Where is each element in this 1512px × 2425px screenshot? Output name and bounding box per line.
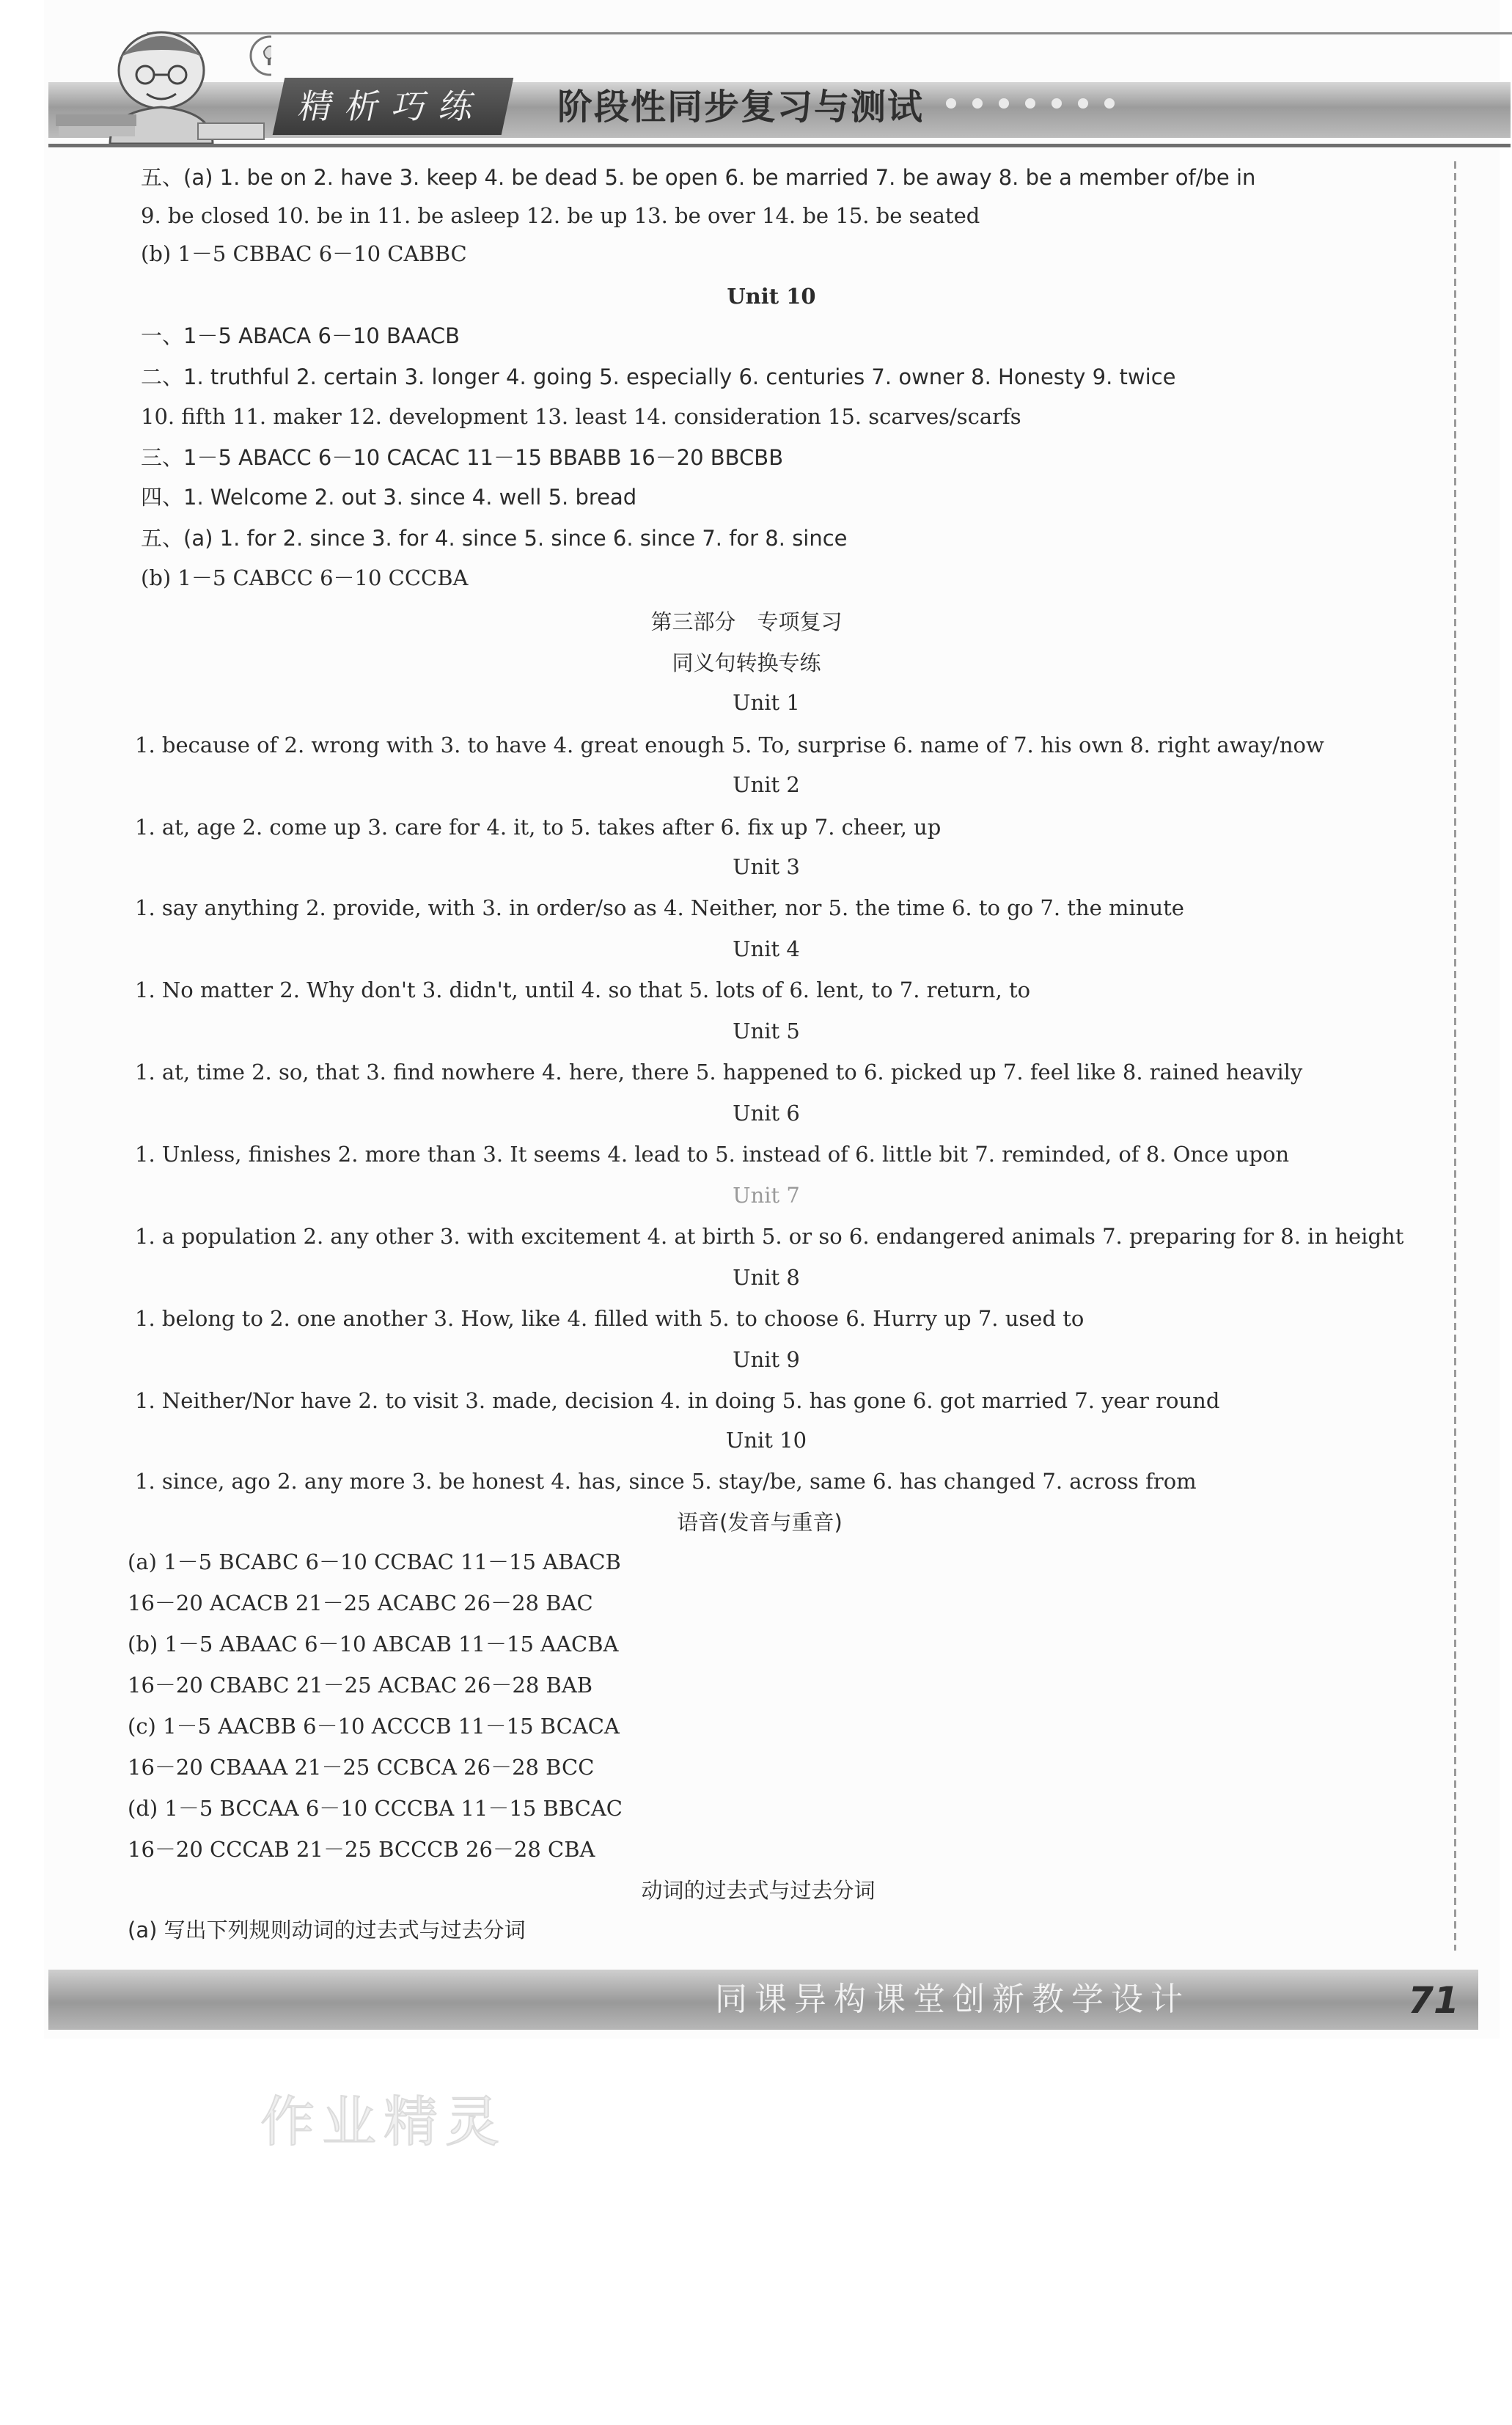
unit-heading: Unit 7 <box>733 1183 800 1208</box>
header-rule <box>48 144 1511 147</box>
answer-line: 16－20 ACACB 21－25 ACABC 26－28 BAC <box>128 1591 593 1615</box>
section-heading: 语音(发音与重音) <box>677 1510 843 1535</box>
dot <box>972 98 983 109</box>
page-number: 71 <box>1408 1979 1459 2022</box>
header-top-line <box>147 32 1512 34</box>
scholar-mascot-icon <box>51 13 271 144</box>
answer-line: 五、(a) 1. be on 2. have 3. keep 4. be dead 5. be open 6. be married 7. be away 8. be a member of/be in <box>141 165 1256 190</box>
answer-line: 二、1. truthful 2. certain 3. longer 4. going 5. especially 6. centuries 7. owner 8. Honesty 9. twice <box>141 364 1176 389</box>
brand-label: 精析巧练 <box>273 78 514 135</box>
answer-line: 1. because of 2. wrong with 3. to have 4. great enough 5. To, surprise 6. name of 7. his own 8. right away/now <box>135 733 1324 757</box>
unit-heading: Unit 9 <box>733 1347 800 1372</box>
answer-line: (a) 写出下列规则动词的过去式与过去分词 <box>128 1918 526 1942</box>
answer-line: 1. belong to 2. one another 3. How, like 4. filled with 5. to choose 6. Hurry up 7. used to <box>135 1306 1085 1331</box>
header-dots <box>946 98 1115 109</box>
answer-line: 1. Unless, finishes 2. more than 3. It seems 4. lead to 5. instead of 6. little bit 7. reminded, of 8. Once upon <box>135 1142 1290 1167</box>
unit-heading: Unit 4 <box>733 936 800 961</box>
answer-line: (a) 1－5 BCABC 6－10 CCBAC 11－15 ABACB <box>128 1549 621 1574</box>
answer-line: 1. a population 2. any other 3. with excitement 4. at birth 5. or so 6. endangered animals 7. preparing for 8. in height <box>135 1224 1404 1249</box>
answer-line: 四、1. Welcome 2. out 3. since 4. well 5. bread <box>141 485 637 510</box>
unit-heading: Unit 10 <box>727 284 816 309</box>
part-heading: 第三部分 专项复习 <box>650 609 843 634</box>
answer-line: 10. fifth 11. maker 12. development 13. least 14. consideration 15. scarves/scarfs <box>141 404 1021 429</box>
dot <box>1052 98 1062 109</box>
answer-line: 1. at, time 2. so, that 3. find nowhere 4. here, there 5. happened to 6. picked up 7. feel like 8. rained heavily <box>135 1060 1303 1085</box>
answer-line: 16－20 CBABC 21－25 ACBAC 26－28 BAB <box>128 1673 593 1698</box>
section-heading: 同义句转换专练 <box>672 650 821 675</box>
dot <box>999 98 1009 109</box>
answer-line: 1. say anything 2. provide, with 3. in order/so as 4. Neither, nor 5. the time 6. to go 7. the minute <box>135 895 1184 920</box>
answer-line: 9. be closed 10. be in 11. be asleep 12. be up 13. be over 14. be 15. be seated <box>141 203 980 228</box>
answer-line: 1. since, ago 2. any more 3. be honest 4. has, since 5. stay/be, same 6. has changed 7. across from <box>135 1469 1197 1494</box>
unit-heading: Unit 2 <box>733 772 800 797</box>
margin-dashed-rule <box>1454 161 1456 1951</box>
answer-line: 16－20 CBAAA 21－25 CCBCA 26－28 BCC <box>128 1755 595 1780</box>
dot <box>1104 98 1115 109</box>
answer-line: 1. Neither/Nor have 2. to visit 3. made, decision 4. in doing 5. has gone 6. got married 7. year round <box>135 1388 1220 1413</box>
dot <box>1078 98 1088 109</box>
section-heading: 动词的过去式与过去分词 <box>641 1878 876 1903</box>
unit-heading: Unit 3 <box>733 854 800 879</box>
footer-slogan: 同课异构课堂创新教学设计 <box>715 1981 1190 2018</box>
series-title: 阶段性同步复习与测试 <box>557 87 925 128</box>
unit-heading: Unit 1 <box>733 690 800 715</box>
unit-heading: Unit 10 <box>725 1428 807 1453</box>
answer-line: (b) 1－5 CABCC 6－10 CCCBA <box>141 565 469 590</box>
answer-line: 1. No matter 2. Why don't 3. didn't, until 4. so that 5. lots of 6. lent, to 7. return, to <box>135 977 1031 1002</box>
answer-line: 三、1－5 ABACC 6－10 CACAC 11－15 BBABB 16－20 BBCBB <box>141 445 784 470</box>
answer-line: (b) 1－5 CBBAC 6－10 CABBC <box>141 241 467 266</box>
answer-line: 16－20 CCCAB 21－25 BCCCB 26－28 CBA <box>128 1837 595 1862</box>
dot <box>946 98 956 109</box>
dot <box>1025 98 1035 109</box>
answer-line: 五、(a) 1. for 2. since 3. for 4. since 5. since 6. since 7. for 8. since <box>141 526 848 551</box>
answer-line: 1. at, age 2. come up 3. care for 4. it, to 5. takes after 6. fix up 7. cheer, up <box>135 815 942 840</box>
watermark: 作业精灵 <box>260 2091 507 2154</box>
answer-line: (c) 1－5 AACBB 6－10 ACCCB 11－15 BCACA <box>128 1714 620 1739</box>
answer-line: (b) 1－5 ABAAC 6－10 ABCAB 11－15 AACBA <box>128 1632 619 1657</box>
answer-line: (d) 1－5 BCCAA 6－10 CCCBA 11－15 BBCAC <box>128 1796 623 1821</box>
answer-line: 一、1－5 ABACA 6－10 BAACB <box>141 323 460 348</box>
unit-heading: Unit 8 <box>733 1265 800 1290</box>
unit-heading: Unit 6 <box>733 1101 800 1126</box>
unit-heading: Unit 5 <box>733 1019 800 1043</box>
